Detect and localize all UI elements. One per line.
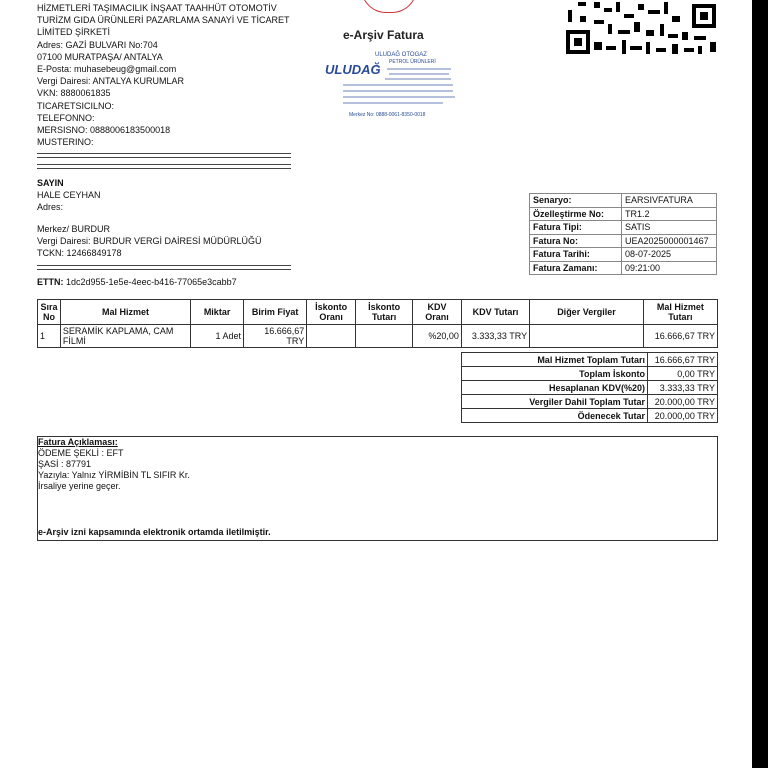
cell-no: 1 bbox=[38, 325, 61, 348]
cell-unit-price: 16.666,67 TRY bbox=[244, 325, 307, 348]
meta-row bbox=[530, 221, 717, 235]
buyer-info bbox=[37, 177, 262, 259]
cell-name: SERAMİK KAPLAMA, CAM FİLMİ bbox=[60, 325, 190, 348]
gib-logo bbox=[361, 0, 417, 13]
meta-label: Fatura No: bbox=[530, 234, 622, 248]
totals-label: Hesaplanan KDV(%20) bbox=[462, 381, 648, 395]
buyer-tckn: TCKN: 12466849178 bbox=[37, 248, 122, 258]
meta-row bbox=[530, 261, 717, 275]
stamp-line-1: ULUDAĞ OTOGAZ bbox=[375, 52, 427, 58]
invoice-meta-table bbox=[529, 193, 717, 275]
column-header: Miktar bbox=[191, 300, 244, 325]
company-stamp bbox=[323, 48, 457, 128]
meta-row bbox=[530, 248, 717, 262]
seller-vkn: VKN: 8880061835 bbox=[37, 88, 111, 99]
notes-line: ŞASİ : 87791 bbox=[38, 459, 92, 469]
table-row bbox=[38, 325, 718, 348]
meta-label: Senaryo: bbox=[530, 194, 622, 208]
cell-vat-rate: %20,00 bbox=[413, 325, 462, 348]
meta-label: Fatura Tipi: bbox=[530, 221, 622, 235]
seller-address-2: 07100 MURATPAŞA/ ANTALYA bbox=[37, 51, 163, 62]
cell-other-taxes bbox=[530, 325, 644, 348]
totals-row bbox=[462, 367, 718, 381]
buyer-address: Adres: bbox=[37, 202, 64, 212]
seller-customer-no: MUSTERINO: bbox=[37, 137, 94, 148]
buyer-heading: SAYIN bbox=[37, 178, 64, 188]
seller-trade-reg: TICARETSICILNO: bbox=[37, 100, 115, 111]
meta-label: Özelleştirme No: bbox=[530, 207, 622, 221]
totals-label: Ödenecek Tutar bbox=[462, 409, 648, 423]
totals-value: 20.000,00 TRY bbox=[648, 395, 718, 409]
column-header: Diğer Vergiler bbox=[530, 300, 644, 325]
column-header: Sıra No bbox=[38, 300, 61, 325]
notes-line: Yazıyla: Yalnız YİRMİBİN TL SIFIR Kr. bbox=[38, 470, 190, 480]
notes-heading: Fatura Açıklaması: bbox=[38, 437, 118, 447]
stamp-line-2: PETROL ÜRÜNLERİ bbox=[389, 59, 436, 65]
buyer-name: HALE CEYHAN bbox=[37, 190, 101, 200]
meta-value: 08-07-2025 bbox=[622, 248, 717, 262]
ettn-value: 1dc2d955-1e5e-4eec-b416-77065e3cabb7 bbox=[66, 277, 237, 287]
totals-row bbox=[462, 395, 718, 409]
page-edge bbox=[752, 0, 768, 768]
totals-value: 20.000,00 TRY bbox=[648, 409, 718, 423]
column-header: Mal Hizmet Tutarı bbox=[643, 300, 717, 325]
totals-value: 16.666,67 TRY bbox=[648, 353, 718, 367]
totals-label: Vergiler Dahil Toplam Tutar bbox=[462, 395, 648, 409]
meta-value: EARSIVFATURA bbox=[622, 194, 717, 208]
buyer-district: Merkez/ BURDUR bbox=[37, 224, 111, 234]
meta-row bbox=[530, 194, 717, 208]
totals-row bbox=[462, 381, 718, 395]
cell-total: 16.666,67 TRY bbox=[643, 325, 717, 348]
stamp-line-3: Merkez No: 0888-0061-8350-0018 bbox=[349, 112, 426, 118]
totals-table bbox=[461, 352, 718, 423]
notes-line: İrsaliye yerine geçer. bbox=[38, 481, 121, 491]
meta-row bbox=[530, 234, 717, 248]
meta-row bbox=[530, 207, 717, 221]
seller-name: HİZMETLERİ TAŞIMACILIK İNŞAAT TAAHHÜT OTOMOTİV TURİZM GIDA ÜRÜNLERİ PAZARLAMA SANAYİ VE TİCARET LİMİTED ŞİRKETİ bbox=[37, 3, 290, 38]
cell-disc-rate bbox=[307, 325, 356, 348]
divider bbox=[37, 265, 291, 270]
notes-line: ÖDEME ŞEKLİ : EFT bbox=[38, 448, 124, 458]
cell-qty: 1 Adet bbox=[191, 325, 244, 348]
column-header: KDV Oranı bbox=[413, 300, 462, 325]
document-title: e-Arşiv Fatura bbox=[343, 28, 424, 42]
seller-address-1: Adres: GAZİ BULVARI No:704 bbox=[37, 39, 158, 50]
cell-disc-amount bbox=[356, 325, 413, 348]
divider bbox=[37, 164, 291, 169]
column-header: Mal Hizmet bbox=[60, 300, 190, 325]
totals-row bbox=[462, 409, 718, 423]
totals-label: Toplam İskonto bbox=[462, 367, 648, 381]
meta-value: SATIS bbox=[622, 221, 717, 235]
totals-row bbox=[462, 353, 718, 367]
seller-mersis: MERSISNO: 0888006183500018 bbox=[37, 125, 171, 136]
meta-label: Fatura Tarihi: bbox=[530, 248, 622, 262]
cell-vat-amount: 3.333,33 TRY bbox=[461, 325, 529, 348]
meta-value: TR1.2 bbox=[622, 207, 717, 221]
invoice-notes bbox=[37, 436, 718, 541]
divider bbox=[37, 153, 291, 158]
meta-value: UEA2025000001467 bbox=[622, 234, 717, 248]
totals-value: 3.333,33 TRY bbox=[648, 381, 718, 395]
seller-info bbox=[37, 2, 297, 148]
stamp-brand: ULUDAĞ bbox=[325, 62, 381, 77]
column-header: KDV Tutarı bbox=[461, 300, 529, 325]
items-table bbox=[37, 299, 718, 348]
buyer-tax-office: Vergi Dairesi: BURDUR VERGİ DAİRESİ MÜDÜRLÜĞÜ bbox=[37, 236, 262, 246]
totals-value: 0,00 TRY bbox=[648, 367, 718, 381]
column-header: İskonto Tutarı bbox=[356, 300, 413, 325]
seller-email: E-Posta: muhasebeug@gmail.com bbox=[37, 64, 177, 75]
meta-label: Fatura Zamanı: bbox=[530, 261, 622, 275]
column-header: İskonto Oranı bbox=[307, 300, 356, 325]
ettn: ETTN: 1dc2d955-1e5e-4eec-b416-77065e3cabb7 bbox=[37, 277, 237, 287]
seller-phone: TELEFONNO: bbox=[37, 112, 95, 123]
column-header: Birim Fiyat bbox=[244, 300, 307, 325]
notes-footer: e-Arşiv izni kapsamında elektronik ortamda iletilmiştir. bbox=[38, 527, 271, 537]
meta-value: 09:21:00 bbox=[622, 261, 717, 275]
qr-code bbox=[564, 0, 718, 56]
totals-label: Mal Hizmet Toplam Tutarı bbox=[462, 353, 648, 367]
seller-tax-office: Vergi Dairesi: ANTALYA KURUMLAR bbox=[37, 76, 185, 87]
